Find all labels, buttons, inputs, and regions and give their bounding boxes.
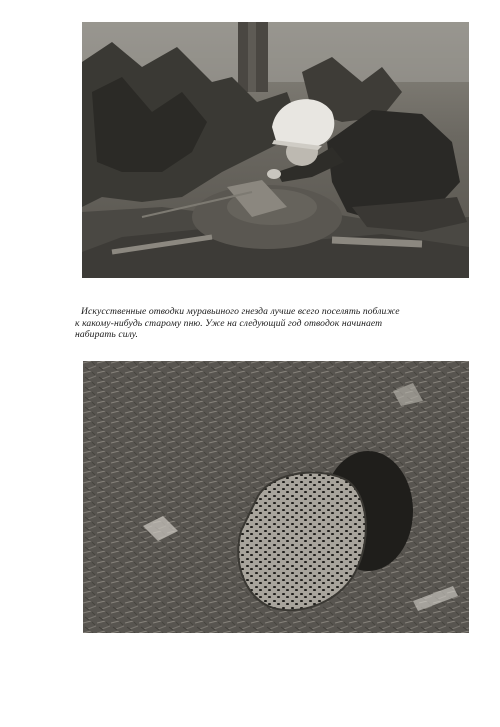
caption-line-1: Искусственные отводки муравьиного гнезда лучше всего поселять поближе — [81, 306, 400, 317]
photo-caption — [75, 306, 470, 341]
caption-line-2: к какому-нибудь старому пню. Уже на следующий год отводок начинает — [75, 317, 383, 329]
photo-person-at-anthill — [82, 22, 469, 278]
anthill-texture-illustration — [83, 361, 469, 633]
photo-anthill-closeup — [83, 361, 469, 633]
caption-line-3: набирать силу. — [75, 329, 139, 340]
forest-scene-illustration — [82, 22, 469, 278]
